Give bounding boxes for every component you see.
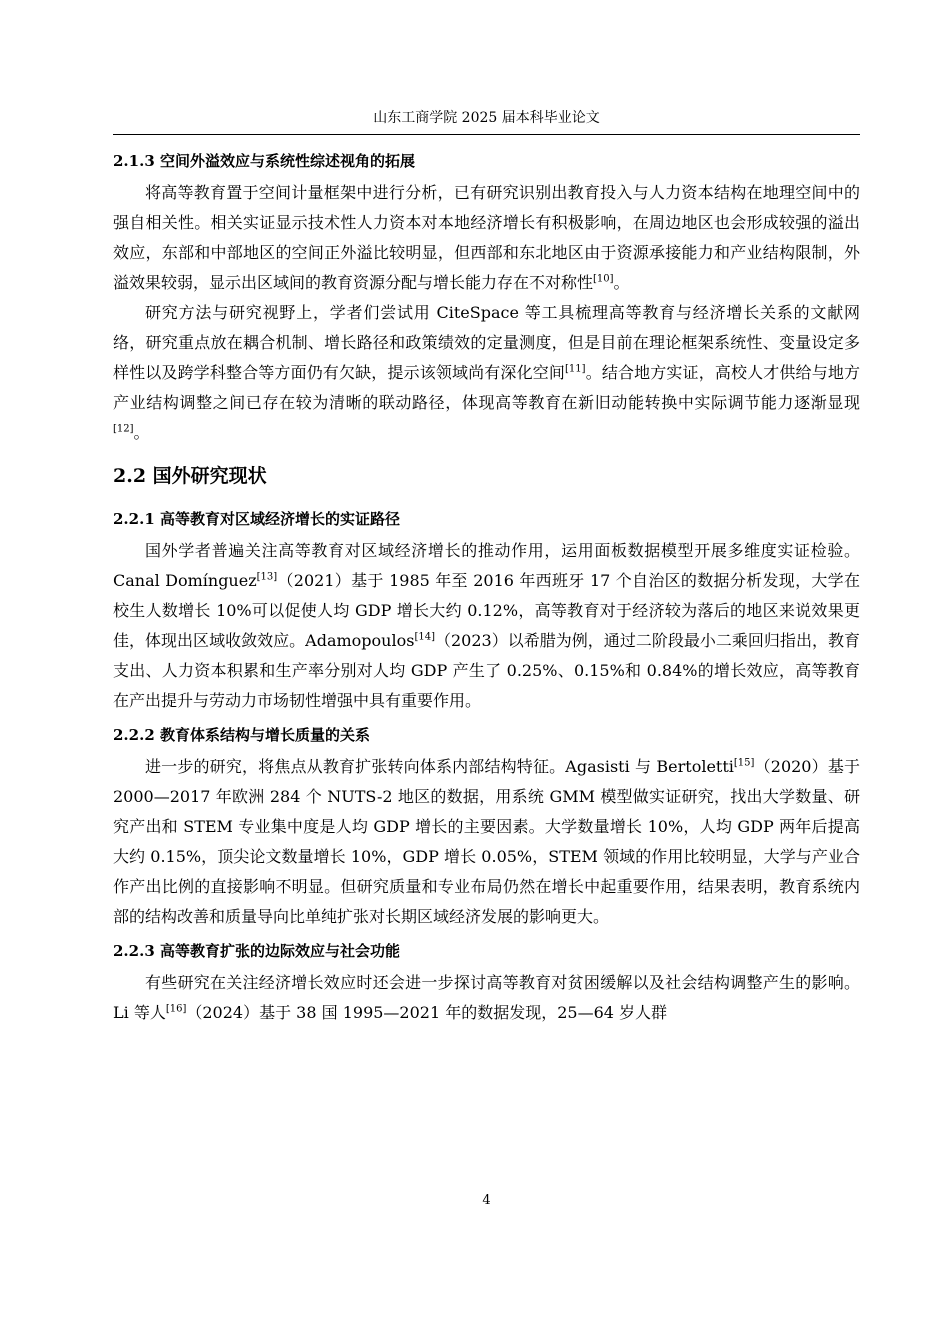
- citation-ref: [11]: [565, 363, 586, 375]
- paragraph-text: 研究方法与研究视野上，学者们尝试用 CiteSpace 等工具梳理高等教育与经济增长关系的文献网络，研究重点放在耦合机制、增长路径和政策绩效的定量测度，但是目前在理论框架系统性、变量设定多样性以及跨学科整合等方面仍有欠缺，提示该领域尚有深化空间: [113, 303, 860, 382]
- citation-ref: [12]: [113, 423, 134, 435]
- paragraph: [113, 298, 860, 448]
- paragraph-text: （2021）基于 1985 年至 2016 年西班牙 17 个自治区的数据分析发现，大学在校生人数增长 10%可以促使人均 GDP 增长大约 0.12%，高等教育对于经济较为落后的地区来说效果更佳，体现出区域收敛效应。Adamopoulos: [113, 571, 860, 650]
- paragraph-text: 将高等教育置于空间计量框架中进行分析，已有研究识别出教育投入与人力资本结构在地理空间中的强自相关性。相关实证显示技术性人力资本对本地经济增长有积极影响，在周边地区也会形成较强的溢出效应，东部和中部地区的空间正外溢比较明显，但西部和东北地区由于资源承接能力和产业结构限制，外溢效果较弱，显示出区域间的教育资源分配与增长能力存在不对称性: [113, 183, 860, 292]
- heading-2-1-3: 2.1.3 空间外溢效应与系统性综述视角的拓展: [113, 152, 415, 170]
- header-rule: [113, 134, 860, 135]
- heading-2-2-3: 2.2.3 高等教育扩张的边际效应与社会功能: [113, 942, 400, 960]
- paragraph-text: 国外学者普遍关注高等教育对区域经济增长的推动作用，运用面板数据模型开展多维度实证检验。Canal Domínguez: [113, 541, 860, 590]
- citation-ref: [14]: [414, 631, 435, 643]
- paragraph-text: 进一步的研究，将焦点从教育扩张转向体系内部结构特征。Agasisti 与 Bertoletti: [145, 757, 734, 776]
- paragraph-text: 有些研究在关注经济增长效应时还会进一步探讨高等教育对贫困缓解以及社会结构调整产生的影响。Li 等人: [113, 973, 860, 1022]
- citation-ref: [16]: [165, 1003, 187, 1015]
- page-number: 4: [482, 1193, 491, 1208]
- heading-2-2-2: 2.2.2 教育体系结构与增长质量的关系: [113, 726, 370, 744]
- paragraph: [113, 752, 860, 932]
- paragraph-text: （2024）基于 38 国 1995—2021 年的数据发现，25—64 岁人群: [186, 1003, 668, 1022]
- paragraph-text: （2023）以希腊为例，通过二阶段最小二乘回归指出，教育支出、人力资本积累和生产率分别对人均 GDP 产生了 0.25%、0.15%和 0.84%的增长效应，高等教育在产出提升与劳动力市场韧性增强中具有重要作用。: [113, 631, 860, 710]
- citation-ref: [13]: [256, 571, 278, 583]
- paragraph-text: （2020）基于 2000—2017 年欧洲 284 个 NUTS-2 地区的数据，用系统 GMM 模型做实证研究，找出大学数量、研究产出和 STEM 专业集中度是人均 GDP 增长的主要因素。大学数量增长 10%，人均 GDP 两年后提高大约 0.15%，顶尖论文数量增长 10%，GDP 增长 0.05%，STEM 领域的作用比较明显，大学与产业合作产出比例的直接影响不明显。但研究质量和专业布局仍然在增长中起重要作用，结果表明，教育系统内部的结构改善和质量导向比单纯扩张对长期区域经济发展的影响更大。: [113, 757, 860, 926]
- running-header: 山东工商学院 2025 届本科毕业论文: [373, 110, 600, 126]
- heading-2-2-1: 2.2.1 高等教育对区域经济增长的实证路径: [113, 510, 400, 528]
- paragraph: [113, 968, 860, 1028]
- paragraph-text: 。: [133, 423, 150, 442]
- citation-ref: [10]: [593, 273, 614, 285]
- heading-2-2: 2.2 国外研究现状: [113, 465, 267, 487]
- citation-ref: [15]: [733, 757, 755, 769]
- paragraph: [113, 178, 860, 298]
- paragraph-text: 。结合地方实证，高校人才供给与地方产业结构调整之间已存在较为清晰的联动路径，体现高等教育在新旧动能转换中实际调节能力逐渐显现: [113, 363, 860, 412]
- paragraph-text: 。: [613, 273, 630, 292]
- paragraph: [113, 536, 860, 716]
- page-content: [113, 146, 860, 1028]
